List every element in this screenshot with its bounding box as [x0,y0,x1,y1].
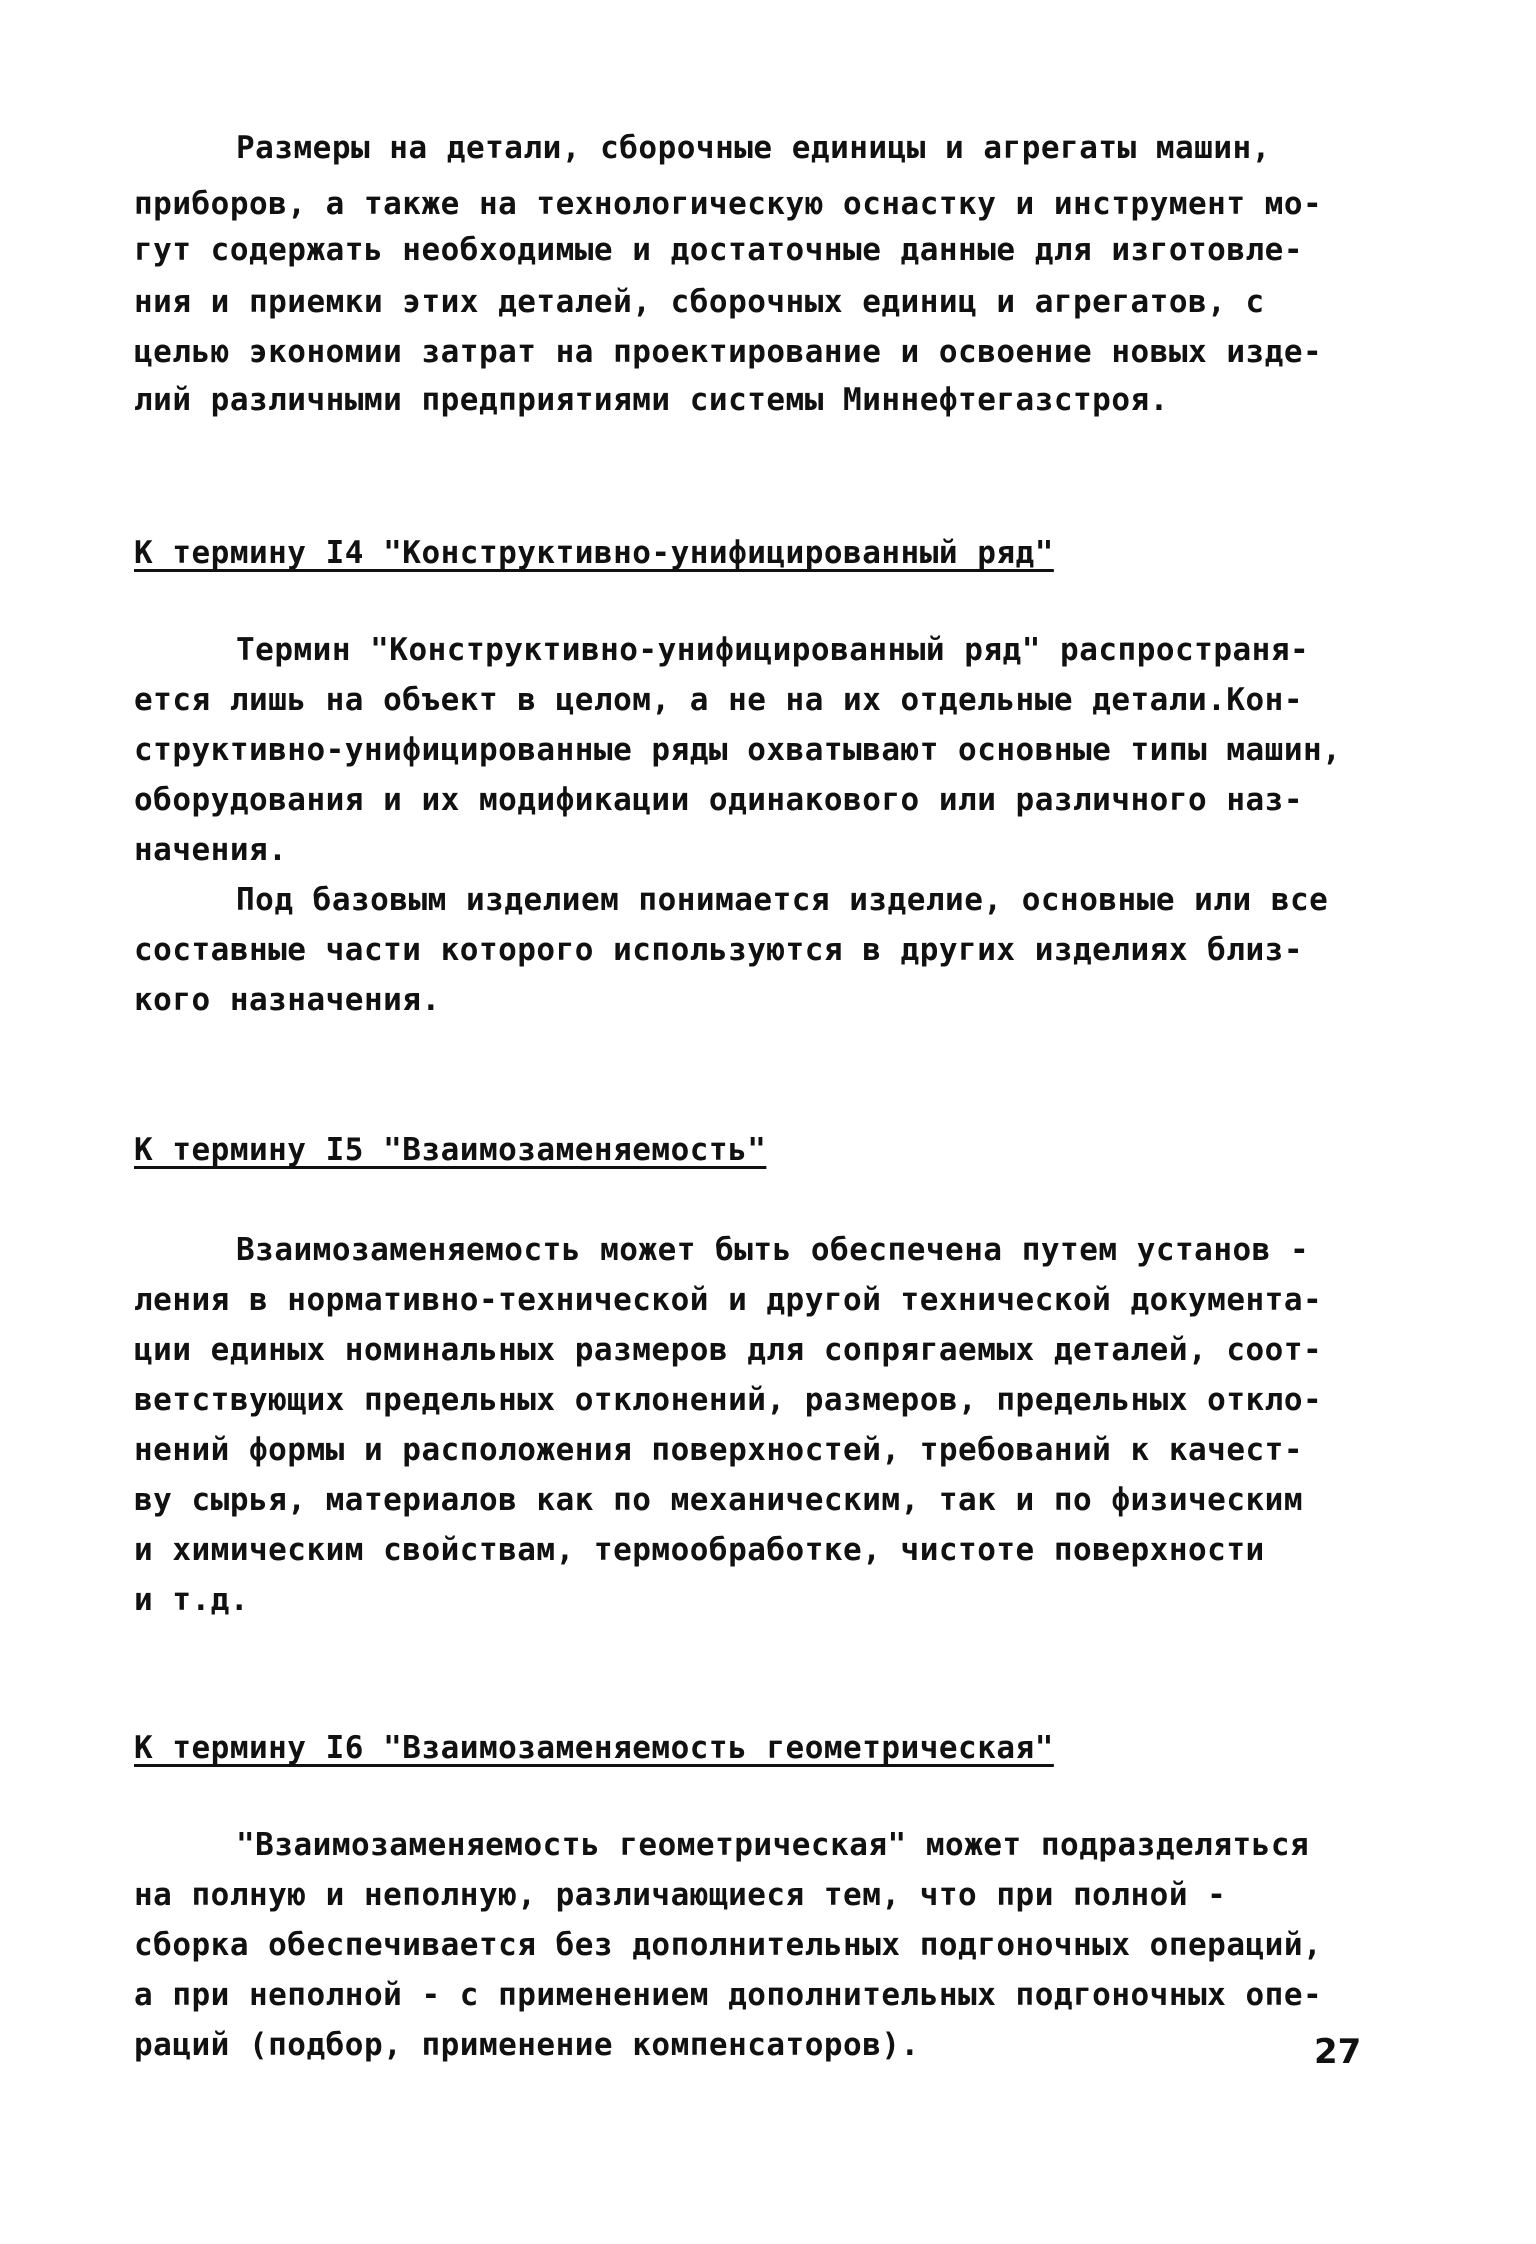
text-line: ветствующих предельных отклонений, размеров, предельных откло- [134,1382,1323,1418]
text-line: Термин "Конструктивно-унифицированный ряд" распространя- [236,632,1310,668]
section-heading-14: К термину I4 "Конструктивно-унифицированный ряд" [134,535,1054,571]
text-line: ции единых номинальных размеров для сопрягаемых деталей, соот- [134,1332,1323,1368]
text-line: а при неполной - с применением дополнительных подгоночных опе- [134,1977,1323,2013]
text-line: ления в нормативно-технической и другой технической документа- [134,1282,1323,1318]
text-line: ву сырья, материалов как по механическим, так и по физическим [134,1482,1303,1518]
text-line: ния и приемки этих деталей, сборочных единиц и агрегатов, с [134,284,1265,320]
text-line: сборка обеспечивается без дополнительных подгоночных операций, [134,1927,1323,1963]
text-line: и химическим свойствам, термообработке, чистоте поверхности [134,1532,1265,1568]
section-heading-15: К термину I5 "Взаимозаменяемость" [134,1132,767,1168]
text-line: раций (подбор, применение компенсаторов). [134,2027,920,2063]
text-line: Размеры на детали, сборочные единицы и агрегаты машин, [236,130,1271,166]
text-line: гут содержать необходимые и достаточные данные для изготовле- [134,232,1303,268]
text-line: и т.д. [134,1582,249,1618]
page-number: 27 [1314,2032,1362,2072]
text-line: нений формы и расположения поверхностей, требований к качест- [134,1432,1303,1468]
text-line: "Взаимозаменяемость геометрическая" может подразделяться [236,1827,1310,1863]
text-line: целью экономии затрат на проектирование и освоение новых изде- [134,334,1323,370]
text-line: лий различными предприятиями системы Миннефтегазстроя. [134,382,1169,418]
text-line: кого назначения. [134,982,441,1018]
text-line: на полную и неполную, различающиеся тем, что при полной - [134,1877,1227,1913]
text-line: начения. [134,832,288,868]
text-line: Взаимозаменяемость может быть обеспечена путем установ - [236,1232,1310,1268]
text-line: структивно-унифицированные ряды охватывают основные типы машин, [134,732,1342,768]
section-heading-16: К термину I6 "Взаимозаменяемость геометрическая" [134,1730,1054,1766]
text-line: Под базовым изделием понимается изделие, основные или все [236,882,1329,918]
text-line: оборудования и их модификации одинакового или различного наз- [134,782,1303,818]
text-line: ется лишь на объект в целом, а не на их отдельные детали.Кон- [134,682,1303,718]
text-line: приборов, а также на технологическую оснастку и инструмент мо- [134,186,1323,222]
text-line: составные части которого используются в других изделиях близ- [134,932,1303,968]
